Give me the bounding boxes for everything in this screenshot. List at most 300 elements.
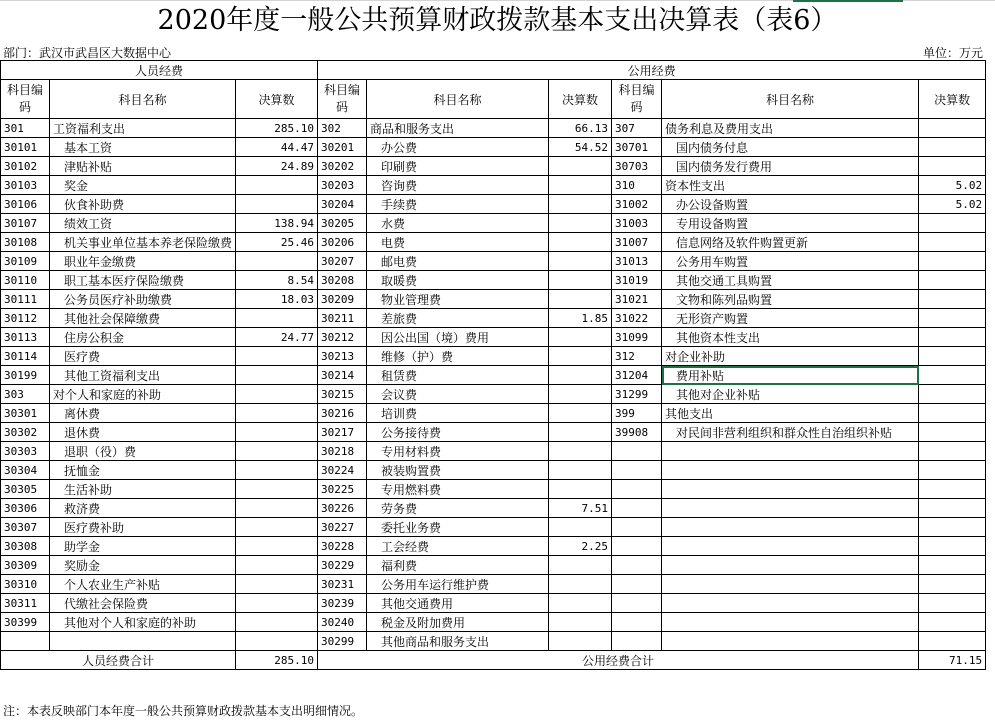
cell-code[interactable]: 30102 — [1, 157, 50, 176]
cell-amount[interactable] — [236, 195, 318, 214]
cell-name[interactable]: 电费 — [367, 233, 549, 252]
cell-amount[interactable] — [549, 404, 612, 423]
cell-code[interactable]: 30311 — [1, 594, 50, 613]
totals-row — [1, 651, 986, 670]
cell-amount[interactable] — [549, 214, 612, 233]
cell-code[interactable]: 30307 — [1, 518, 50, 537]
cell-code[interactable]: 30111 — [1, 290, 50, 309]
col-header-amount[interactable]: 决算数 — [919, 80, 986, 119]
section-header-personnel[interactable]: 人员经费 — [1, 61, 318, 80]
cell-amount[interactable]: 44.47 — [236, 138, 318, 157]
table-row — [1, 309, 986, 328]
cell-name[interactable]: 对个人和家庭的补助 — [50, 385, 236, 404]
cell-name[interactable]: 维修（护）费 — [367, 347, 549, 366]
cell-amount[interactable] — [919, 157, 986, 176]
cell-code[interactable]: 30106 — [1, 195, 50, 214]
cell-amount[interactable] — [236, 252, 318, 271]
cell-amount[interactable] — [919, 385, 986, 404]
cell-code[interactable]: 30310 — [1, 575, 50, 594]
cell-code[interactable]: 31019 — [612, 271, 662, 290]
cell-code[interactable] — [612, 632, 662, 651]
cell-code[interactable]: 30308 — [1, 537, 50, 556]
cell-amount[interactable] — [549, 366, 612, 385]
cell-amount[interactable] — [919, 632, 986, 651]
cell-amount[interactable] — [549, 347, 612, 366]
cell-amount[interactable] — [919, 575, 986, 594]
cell-code[interactable]: 31002 — [612, 195, 662, 214]
cell-code[interactable]: 30112 — [1, 309, 50, 328]
cell-amount[interactable] — [919, 252, 986, 271]
cell-name[interactable]: 机关事业单位基本养老保险缴费 — [50, 233, 236, 252]
cell-amount[interactable] — [919, 328, 986, 347]
cell-code[interactable]: 30229 — [318, 556, 367, 575]
cell-code[interactable]: 31021 — [612, 290, 662, 309]
cell-name[interactable]: 水费 — [367, 214, 549, 233]
cell-amount[interactable] — [549, 252, 612, 271]
cell-amount[interactable] — [236, 423, 318, 442]
cell-amount[interactable]: 8.54 — [236, 271, 318, 290]
cell-name[interactable]: 差旅费 — [367, 309, 549, 328]
personnel-total-label[interactable]: 人员经费合计 — [1, 651, 236, 670]
cell-amount[interactable] — [549, 461, 612, 480]
cell-code[interactable]: 30240 — [318, 613, 367, 632]
cell-name[interactable] — [662, 556, 919, 575]
cell-code[interactable] — [612, 499, 662, 518]
cell-code[interactable]: 312 — [612, 347, 662, 366]
public-total-label[interactable]: 公用经费合计 — [318, 651, 919, 670]
cell-code[interactable]: 399 — [612, 404, 662, 423]
cell-name[interactable]: 取暖费 — [367, 271, 549, 290]
cell-amount[interactable] — [919, 366, 986, 385]
cell-name[interactable]: 印刷费 — [367, 157, 549, 176]
cell-name[interactable]: 助学金 — [50, 537, 236, 556]
cell-amount[interactable] — [549, 290, 612, 309]
cell-name[interactable] — [662, 575, 919, 594]
cell-code[interactable]: 30103 — [1, 176, 50, 195]
cell-name[interactable]: 其他工资福利支出 — [50, 366, 236, 385]
cell-code[interactable]: 30215 — [318, 385, 367, 404]
cell-name[interactable] — [662, 594, 919, 613]
cell-name[interactable]: 职业年金缴费 — [50, 252, 236, 271]
cell-code[interactable]: 30301 — [1, 404, 50, 423]
cell-code[interactable]: 30199 — [1, 366, 50, 385]
cell-code[interactable]: 30109 — [1, 252, 50, 271]
cell-name[interactable]: 手续费 — [367, 195, 549, 214]
cell-name[interactable] — [662, 613, 919, 632]
cell-amount[interactable] — [236, 442, 318, 461]
cell-name[interactable]: 其他对企业补贴 — [662, 385, 919, 404]
footnote: 注：本表反映部门本年度一般公共预算财政拨款基本支出明细情况。 — [3, 704, 364, 718]
cell-code[interactable]: 30204 — [318, 195, 367, 214]
cell-amount[interactable] — [549, 385, 612, 404]
cell-amount[interactable]: 18.03 — [236, 290, 318, 309]
table-row — [1, 423, 986, 442]
cell-code[interactable] — [612, 518, 662, 537]
cell-amount[interactable]: 2.25 — [549, 537, 612, 556]
table-row — [1, 442, 986, 461]
cell-name[interactable] — [662, 632, 919, 651]
table-row — [1, 252, 986, 271]
cell-name[interactable]: 代缴社会保险费 — [50, 594, 236, 613]
cell-amount[interactable] — [236, 556, 318, 575]
cell-name[interactable]: 资本性支出 — [662, 176, 919, 195]
cell-code[interactable]: 30216 — [318, 404, 367, 423]
cell-name[interactable]: 离休费 — [50, 404, 236, 423]
col-header-code[interactable]: 科目编码 — [1, 80, 50, 119]
cell-code[interactable] — [1, 632, 50, 651]
cell-name[interactable]: 公务接待费 — [367, 423, 549, 442]
cell-amount[interactable] — [549, 556, 612, 575]
cell-code[interactable]: 30213 — [318, 347, 367, 366]
cell-name[interactable]: 委托业务费 — [367, 518, 549, 537]
cell-name[interactable]: 办公设备购置 — [662, 195, 919, 214]
cell-amount[interactable] — [236, 499, 318, 518]
cell-name[interactable]: 基本工资 — [50, 138, 236, 157]
cell-code[interactable] — [612, 594, 662, 613]
cell-name[interactable]: 个人农业生产补贴 — [50, 575, 236, 594]
cell-name[interactable]: 工资福利支出 — [50, 119, 236, 138]
cell-amount[interactable] — [919, 442, 986, 461]
cell-amount[interactable] — [236, 518, 318, 537]
cell-amount[interactable] — [919, 518, 986, 537]
cell-name[interactable]: 公务用车运行维护费 — [367, 575, 549, 594]
cell-code[interactable]: 30226 — [318, 499, 367, 518]
cell-amount[interactable]: 138.94 — [236, 214, 318, 233]
cell-amount[interactable] — [919, 309, 986, 328]
table-row — [1, 575, 986, 594]
cell-code[interactable]: 30217 — [318, 423, 367, 442]
personnel-total-value[interactable]: 285.10 — [236, 651, 318, 670]
cell-name[interactable]: 专用材料费 — [367, 442, 549, 461]
cell-amount[interactable]: 66.13 — [549, 119, 612, 138]
cell-code[interactable]: 30206 — [318, 233, 367, 252]
public-total-value[interactable]: 71.15 — [919, 651, 986, 670]
cell-code[interactable]: 30701 — [612, 138, 662, 157]
cell-code[interactable]: 31099 — [612, 328, 662, 347]
cell-name[interactable]: 邮电费 — [367, 252, 549, 271]
cell-code[interactable]: 30113 — [1, 328, 50, 347]
cell-amount[interactable] — [236, 176, 318, 195]
cell-name[interactable]: 物业管理费 — [367, 290, 549, 309]
cell-code[interactable] — [612, 613, 662, 632]
table-row — [1, 271, 986, 290]
cell-amount[interactable] — [919, 556, 986, 575]
cell-amount[interactable] — [236, 347, 318, 366]
cell-name[interactable]: 会议费 — [367, 385, 549, 404]
cell-name[interactable]: 其他交通费用 — [367, 594, 549, 613]
cell-name[interactable]: 咨询费 — [367, 176, 549, 195]
cell-amount[interactable]: 54.52 — [549, 138, 612, 157]
cell-code[interactable]: 30208 — [318, 271, 367, 290]
cell-amount[interactable]: 25.46 — [236, 233, 318, 252]
table-row — [1, 176, 986, 195]
cell-code[interactable]: 30207 — [318, 252, 367, 271]
cell-code[interactable]: 31204 — [612, 366, 662, 385]
cell-amount[interactable] — [919, 537, 986, 556]
table-row — [1, 480, 986, 499]
col-header-amount[interactable]: 决算数 — [549, 80, 612, 119]
cell-amount[interactable] — [549, 575, 612, 594]
cell-code[interactable]: 30205 — [318, 214, 367, 233]
table-row — [1, 404, 986, 423]
cell-code[interactable] — [612, 461, 662, 480]
cell-name[interactable]: 租赁费 — [367, 366, 549, 385]
cell-name[interactable]: 医疗费 — [50, 347, 236, 366]
col-header-name[interactable]: 科目名称 — [662, 80, 919, 119]
cell-code[interactable] — [612, 537, 662, 556]
unit-label: 单位：万元 — [922, 46, 983, 60]
table-row — [1, 556, 986, 575]
cell-name[interactable]: 退职（役）费 — [50, 442, 236, 461]
cell-amount[interactable] — [549, 195, 612, 214]
cell-code[interactable]: 30212 — [318, 328, 367, 347]
cell-amount[interactable] — [549, 423, 612, 442]
table-row — [1, 138, 986, 157]
cell-name[interactable] — [662, 537, 919, 556]
cell-name[interactable] — [662, 518, 919, 537]
cell-name[interactable]: 税金及附加费用 — [367, 613, 549, 632]
cell-name[interactable]: 文物和陈列品购置 — [662, 290, 919, 309]
cell-amount[interactable]: 5.02 — [919, 195, 986, 214]
cell-name[interactable]: 其他支出 — [662, 404, 919, 423]
cell-code[interactable]: 30302 — [1, 423, 50, 442]
cell-amount[interactable] — [549, 480, 612, 499]
cell-amount[interactable] — [549, 157, 612, 176]
cell-name[interactable]: 对企业补助 — [662, 347, 919, 366]
cell-name[interactable]: 奖金 — [50, 176, 236, 195]
cell-code[interactable]: 31003 — [612, 214, 662, 233]
cell-amount[interactable] — [919, 271, 986, 290]
cell-amount[interactable]: 285.10 — [236, 119, 318, 138]
cell-code[interactable]: 31299 — [612, 385, 662, 404]
cell-amount[interactable] — [236, 632, 318, 651]
table-row — [1, 613, 986, 632]
cell-code[interactable]: 30224 — [318, 461, 367, 480]
cell-code[interactable]: 30101 — [1, 138, 50, 157]
cell-code[interactable]: 30114 — [1, 347, 50, 366]
cell-code[interactable]: 30239 — [318, 594, 367, 613]
cell-amount[interactable] — [236, 461, 318, 480]
cell-name[interactable]: 其他商品和服务支出 — [367, 632, 549, 651]
cell-name[interactable]: 绩效工资 — [50, 214, 236, 233]
cell-code[interactable]: 30202 — [318, 157, 367, 176]
cell-code[interactable] — [612, 575, 662, 594]
cell-name[interactable]: 医疗费补助 — [50, 518, 236, 537]
cell-amount[interactable] — [236, 575, 318, 594]
cell-amount[interactable] — [919, 461, 986, 480]
page-title: 2020年度一般公共预算财政拨款基本支出决算表（表6） — [157, 5, 838, 36]
cell-amount[interactable] — [919, 499, 986, 518]
cell-amount[interactable] — [549, 328, 612, 347]
col-header-name[interactable]: 科目名称 — [367, 80, 549, 119]
cell-name[interactable]: 办公费 — [367, 138, 549, 157]
table-row — [1, 461, 986, 480]
cell-code[interactable]: 30214 — [318, 366, 367, 385]
table-row — [1, 594, 986, 613]
cell-amount[interactable] — [919, 214, 986, 233]
cell-code[interactable]: 30225 — [318, 480, 367, 499]
table-row — [1, 119, 986, 138]
cell-amount[interactable] — [919, 423, 986, 442]
table-row — [1, 290, 986, 309]
cell-code[interactable]: 30227 — [318, 518, 367, 537]
cell-name[interactable]: 福利费 — [367, 556, 549, 575]
cell-code[interactable]: 39908 — [612, 423, 662, 442]
table-row — [1, 347, 986, 366]
cell-code[interactable]: 31013 — [612, 252, 662, 271]
cell-code[interactable]: 30228 — [318, 537, 367, 556]
cell-code[interactable]: 30305 — [1, 480, 50, 499]
cell-code[interactable]: 31022 — [612, 309, 662, 328]
table-row — [1, 366, 986, 385]
cell-name[interactable] — [662, 442, 919, 461]
cell-code[interactable]: 307 — [612, 119, 662, 138]
cell-amount[interactable]: 24.77 — [236, 328, 318, 347]
cell-amount[interactable] — [549, 176, 612, 195]
cell-name[interactable]: 专用设备购置 — [662, 214, 919, 233]
col-header-code[interactable]: 科目编码 — [318, 80, 367, 119]
cell-code[interactable]: 30309 — [1, 556, 50, 575]
cell-name[interactable]: 其他资本性支出 — [662, 328, 919, 347]
col-header-code[interactable]: 科目编码 — [612, 80, 662, 119]
cell-code[interactable]: 30303 — [1, 442, 50, 461]
cell-name[interactable]: 被装购置费 — [367, 461, 549, 480]
cell-name[interactable]: 国内债务付息 — [662, 138, 919, 157]
cell-code[interactable]: 30299 — [318, 632, 367, 651]
cell-name[interactable]: 费用补贴 — [662, 366, 919, 385]
cell-amount[interactable] — [919, 347, 986, 366]
cell-name[interactable]: 信息网络及软件购置更新 — [662, 233, 919, 252]
cell-name[interactable]: 债务利息及费用支出 — [662, 119, 919, 138]
table-row — [1, 328, 986, 347]
budget-table — [0, 60, 986, 670]
cell-amount[interactable] — [919, 290, 986, 309]
cell-name[interactable]: 其他交通工具购置 — [662, 271, 919, 290]
cell-name[interactable] — [662, 461, 919, 480]
col-header-name[interactable]: 科目名称 — [50, 80, 236, 119]
cell-amount[interactable] — [236, 594, 318, 613]
table-row — [1, 499, 986, 518]
cell-name[interactable]: 伙食补助费 — [50, 195, 236, 214]
cell-amount[interactable] — [919, 233, 986, 252]
cell-code[interactable] — [612, 480, 662, 499]
cell-amount[interactable] — [549, 271, 612, 290]
cell-code[interactable] — [612, 442, 662, 461]
table-row — [1, 632, 986, 651]
cell-code[interactable]: 30108 — [1, 233, 50, 252]
cell-name[interactable]: 无形资产购置 — [662, 309, 919, 328]
cell-code[interactable]: 30703 — [612, 157, 662, 176]
cell-amount[interactable] — [236, 537, 318, 556]
table-row — [1, 537, 986, 556]
cell-code[interactable] — [612, 556, 662, 575]
col-header-amount[interactable]: 决算数 — [236, 80, 318, 119]
cell-amount[interactable] — [549, 632, 612, 651]
cell-amount[interactable] — [919, 480, 986, 499]
cell-amount[interactable] — [236, 309, 318, 328]
cell-amount[interactable] — [549, 613, 612, 632]
cell-name[interactable]: 专用燃料费 — [367, 480, 549, 499]
cell-name[interactable]: 抚恤金 — [50, 461, 236, 480]
department-label: 部门：武汉市武昌区大数据中心 — [3, 46, 172, 60]
cell-name[interactable]: 培训费 — [367, 404, 549, 423]
cell-amount[interactable]: 1.85 — [549, 309, 612, 328]
cell-amount[interactable] — [549, 233, 612, 252]
cell-code[interactable]: 30231 — [318, 575, 367, 594]
cell-name[interactable] — [50, 632, 236, 651]
section-header-public[interactable]: 公用经费 — [318, 61, 986, 80]
cell-amount[interactable] — [236, 613, 318, 632]
cell-code[interactable]: 30304 — [1, 461, 50, 480]
cell-code[interactable]: 301 — [1, 119, 50, 138]
cell-name[interactable]: 公务用车购置 — [662, 252, 919, 271]
cell-amount[interactable]: 24.89 — [236, 157, 318, 176]
cell-code[interactable]: 310 — [612, 176, 662, 195]
cell-code[interactable]: 30306 — [1, 499, 50, 518]
cell-name[interactable]: 工会经费 — [367, 537, 549, 556]
cell-name[interactable]: 因公出国（境）费用 — [367, 328, 549, 347]
cell-amount[interactable] — [919, 119, 986, 138]
cell-amount[interactable] — [919, 138, 986, 157]
cell-name[interactable]: 国内债务发行费用 — [662, 157, 919, 176]
cell-amount[interactable] — [549, 442, 612, 461]
cell-code[interactable]: 30209 — [318, 290, 367, 309]
cell-name[interactable]: 奖励金 — [50, 556, 236, 575]
cell-amount[interactable]: 7.51 — [549, 499, 612, 518]
cell-code[interactable]: 30110 — [1, 271, 50, 290]
cell-code[interactable]: 31007 — [612, 233, 662, 252]
cell-code[interactable]: 30211 — [318, 309, 367, 328]
cell-code[interactable]: 303 — [1, 385, 50, 404]
cell-code[interactable]: 30218 — [318, 442, 367, 461]
cell-amount[interactable] — [236, 385, 318, 404]
cell-amount[interactable] — [236, 366, 318, 385]
cell-amount[interactable] — [919, 404, 986, 423]
cell-name[interactable]: 对民间非营利组织和群众性自治组织补贴 — [662, 423, 919, 442]
cell-name[interactable]: 其他对个人和家庭的补助 — [50, 613, 236, 632]
cell-name[interactable]: 职工基本医疗保险缴费 — [50, 271, 236, 290]
cell-name[interactable]: 救济费 — [50, 499, 236, 518]
cell-name[interactable]: 津贴补贴 — [50, 157, 236, 176]
cell-code[interactable]: 30203 — [318, 176, 367, 195]
cell-name[interactable]: 住房公积金 — [50, 328, 236, 347]
cell-amount[interactable] — [919, 594, 986, 613]
cell-name[interactable]: 劳务费 — [367, 499, 549, 518]
cell-code[interactable]: 30201 — [318, 138, 367, 157]
table-row — [1, 157, 986, 176]
cell-code[interactable]: 30399 — [1, 613, 50, 632]
table-row — [1, 195, 986, 214]
cell-name[interactable]: 公务员医疗补助缴费 — [50, 290, 236, 309]
table-row — [1, 385, 986, 404]
table-row — [1, 233, 986, 252]
cell-name[interactable]: 退休费 — [50, 423, 236, 442]
table-row — [1, 518, 986, 537]
cell-name[interactable] — [662, 480, 919, 499]
cell-name[interactable]: 商品和服务支出 — [367, 119, 549, 138]
cell-name[interactable] — [662, 499, 919, 518]
cell-name[interactable]: 生活补助 — [50, 480, 236, 499]
cell-code[interactable]: 30107 — [1, 214, 50, 233]
cell-amount[interactable] — [549, 594, 612, 613]
cell-amount[interactable] — [549, 518, 612, 537]
cell-amount[interactable]: 5.02 — [919, 176, 986, 195]
cell-amount[interactable] — [236, 404, 318, 423]
cell-amount[interactable] — [236, 480, 318, 499]
cell-code[interactable]: 302 — [318, 119, 367, 138]
cell-name[interactable]: 其他社会保障缴费 — [50, 309, 236, 328]
cell-amount[interactable] — [919, 613, 986, 632]
